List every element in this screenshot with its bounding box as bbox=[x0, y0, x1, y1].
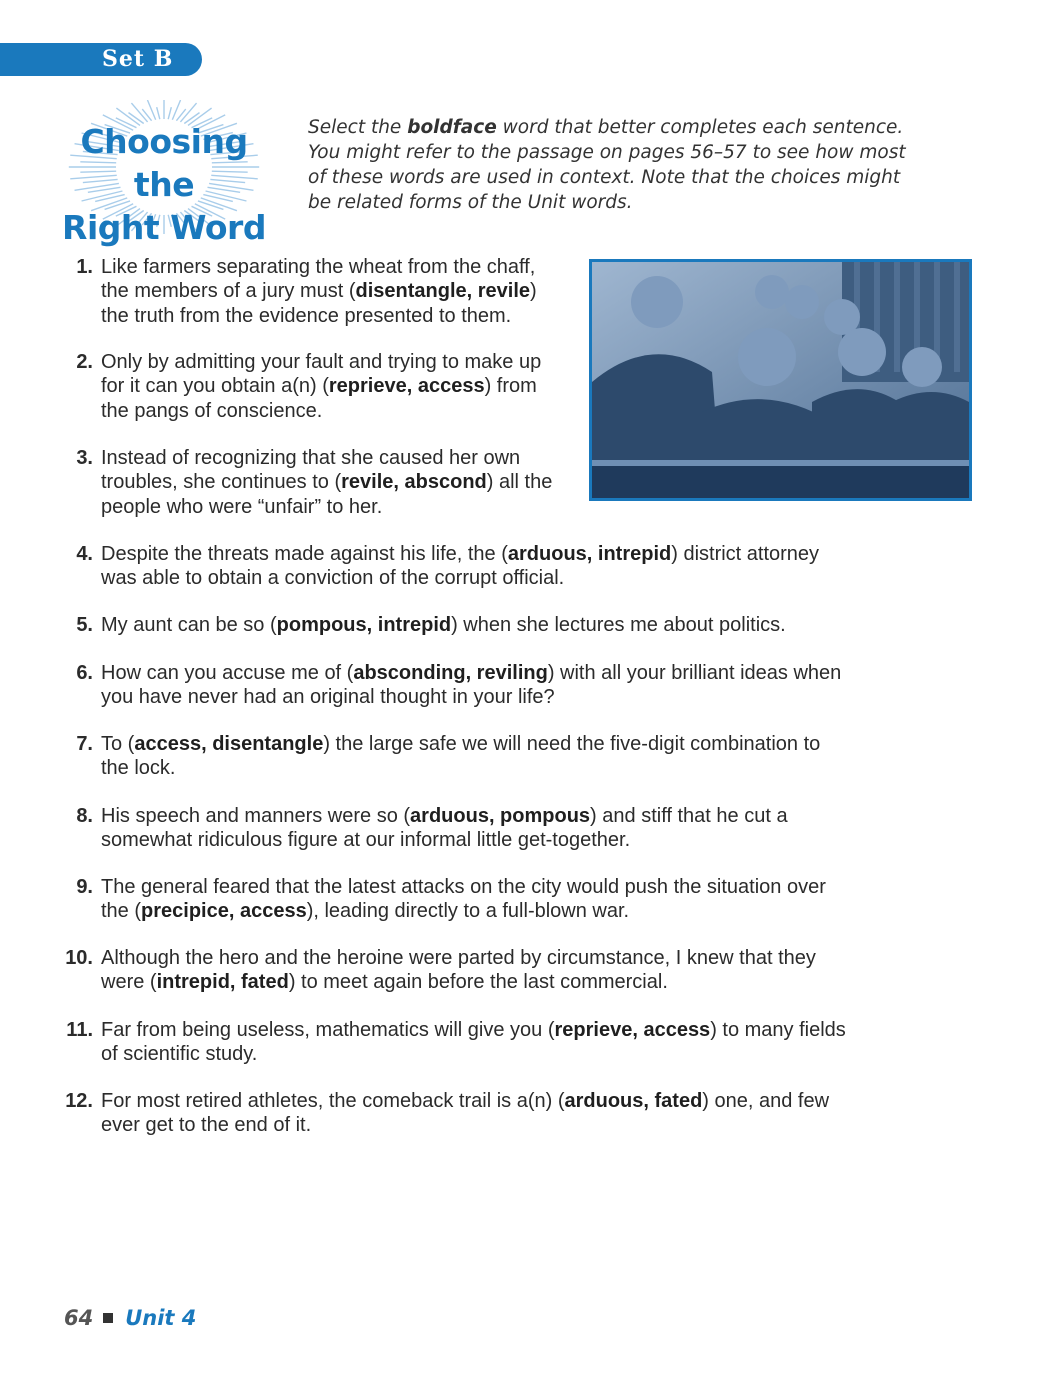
word-choices[interactable]: reprieve, access bbox=[554, 1019, 711, 1041]
item-number: 2. bbox=[76, 351, 93, 373]
item-number: 9. bbox=[76, 876, 93, 898]
word-choices[interactable]: access, disentangle bbox=[134, 733, 324, 755]
item-number: 7. bbox=[76, 733, 93, 755]
item-number: 3. bbox=[76, 447, 93, 469]
item-number: 1. bbox=[76, 256, 93, 278]
word-choices[interactable]: arduous, pompous bbox=[410, 805, 591, 827]
item-number: 10. bbox=[65, 947, 93, 969]
unit-label: Unit 4 bbox=[125, 1306, 197, 1330]
square-bullet-icon bbox=[103, 1313, 113, 1323]
item-sentence: Instead of recognizing that she caused her own troubles, she continues to (revile, abscond) all the people who were “unfair” to her. bbox=[101, 447, 553, 518]
item-number: 5. bbox=[76, 614, 93, 636]
item-sentence: Although the hero and the heroine were parted by circumstance, I knew that they were (intrepid, fated) to meet again before the last commercial. bbox=[101, 947, 816, 994]
word-choices[interactable]: reprieve, access bbox=[328, 375, 485, 398]
page-number: 64 bbox=[64, 1306, 94, 1330]
page-footer bbox=[64, 1304, 196, 1332]
item-number: 8. bbox=[76, 805, 93, 827]
word-choices[interactable]: pompous, intrepid bbox=[276, 614, 452, 636]
word-choices[interactable]: precipice, access bbox=[141, 900, 307, 923]
section-heading bbox=[52, 120, 276, 249]
item-number: 4. bbox=[76, 543, 93, 565]
item-sentence: My aunt can be so (pompous, intrepid) when she lectures me about politics. bbox=[101, 614, 786, 636]
item-sentence: The general feared that the latest attacks on the city would push the situation over the (precipice, access), leading directly to a full-blown war. bbox=[101, 876, 826, 923]
set-label-tab bbox=[0, 43, 202, 76]
heading-line-1: Choosing the bbox=[80, 122, 248, 204]
jury-photo bbox=[589, 259, 972, 501]
jury-photo-image bbox=[592, 262, 969, 498]
item-number: 12. bbox=[65, 1090, 93, 1112]
item-sentence: For most retired athletes, the comeback trail is a(n) (arduous, fated) one, and few ever get to the end of it. bbox=[101, 1090, 830, 1137]
word-choices[interactable]: absconding, reviling bbox=[353, 662, 548, 684]
item-sentence: His speech and manners were so (arduous, pompous) and stiff that he cut a somewhat ridiculous figure at our informal little get-together. bbox=[101, 805, 788, 852]
item-sentence: Despite the threats made against his life, the (arduous, intrepid) district attorney was able to obtain a conviction of the corrupt official. bbox=[101, 543, 820, 590]
instructions-bold: boldface bbox=[407, 117, 497, 138]
item-number: 11. bbox=[66, 1019, 93, 1041]
set-label: Set B bbox=[102, 46, 174, 72]
heading-line-2: Right Word bbox=[62, 208, 266, 247]
item-number: 6. bbox=[76, 662, 93, 684]
item-sentence: To (access, disentangle) the large safe we will need the five-digit combination to the lock. bbox=[101, 733, 821, 780]
item-sentence: Only by admitting your fault and trying to make up for it can you obtain a(n) (reprieve, access) from the pangs of conscience. bbox=[101, 351, 542, 422]
item-sentence: Far from being useless, mathematics will give you (reprieve, access) to many fields of scientific study. bbox=[101, 1019, 846, 1066]
word-choices[interactable]: disentangle, revile bbox=[355, 280, 531, 303]
word-choices[interactable]: arduous, fated bbox=[564, 1090, 703, 1112]
word-choices[interactable]: intrepid, fated bbox=[156, 971, 289, 994]
item-sentence: Like farmers separating the wheat from the chaff, the members of a jury must (disentangle, revile) the truth from the evidence presented to them. bbox=[101, 256, 537, 327]
word-choices[interactable]: arduous, intrepid bbox=[507, 543, 672, 565]
word-choices[interactable]: revile, abscond bbox=[341, 471, 487, 494]
item-sentence: How can you accuse me of (absconding, reviling) with all your brilliant ideas when you have never had an original thought in your life? bbox=[101, 662, 842, 709]
instructions: Select the boldface word that better completes each sentence. You might refer to the passage on pages 56–57 to see how most of these words are used in context. Note that the choices might be related forms of the Unit words. bbox=[308, 117, 906, 213]
